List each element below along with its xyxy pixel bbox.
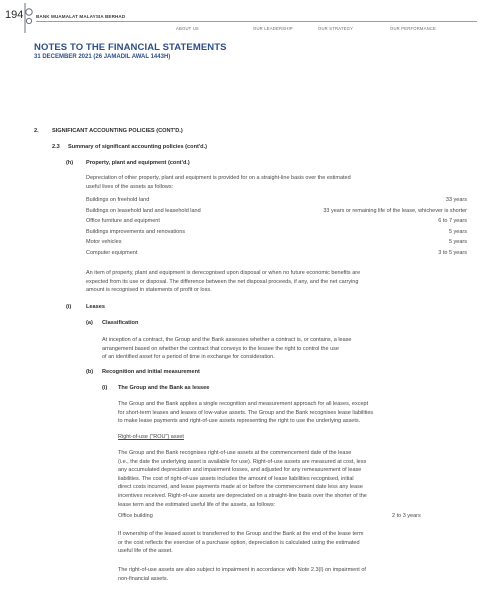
ownership-paragraph: If ownership of the leased asset is transferred to the Group and the Bank at the end of the lease term or the cost reflects the exercise of a purchase option, depreciation is calculated using the estimated useful life of the asset. <box>118 531 364 555</box>
item-b-i-title: The Group and the Bank as lessee <box>118 385 210 391</box>
item-i-number: (i) <box>66 304 72 310</box>
header-divider <box>36 21 477 22</box>
company-name: BANK MUAMALAT MALAYSIA BERHAD <box>36 14 126 19</box>
useful-lives-table <box>86 197 467 261</box>
table-row: Buildings improvements and renovations 5 years <box>86 228 467 235</box>
rou-asset-heading: Right-of-use ("ROU") asset <box>118 434 184 440</box>
item-a-number: (a) <box>86 320 93 326</box>
page-subtitle: 31 DECEMBER 2021 (26 JAMADIL AWAL 1443H) <box>34 54 171 60</box>
bank-logo-icon <box>22 3 34 33</box>
subsection-title: Summary of significant accounting policies (cont'd.) <box>68 144 208 150</box>
item-b-title: Recognition and initial measurement <box>102 369 200 375</box>
page-number: 194 <box>5 9 24 21</box>
table-row: Office furniture and equipment 6 to 7 years <box>86 218 467 225</box>
item-h-number: (h) <box>66 160 74 166</box>
item-i-title: Leases <box>86 304 105 310</box>
derecognition-paragraph: An item of property, plant and equipment is derecognised upon disposal or when no future economic benefits are expected from its use or disposal. The difference between the net disposal proceeds, if any, and the net carrying amount is recognised in statements of profit or loss. <box>86 270 361 294</box>
classification-paragraph: At inception of a contract, the Group and the Bank assesses whether a contract is, or contains, a lease arrangement based on whether the contract that conveys to the lessee the right to control the use of an identified asset for a period of time in exchange for consideration. <box>102 337 352 361</box>
depreciation-intro: Depreciation of other property, plant and equipment is provided for on a straight-line basis over the estimated useful lives of the assets as follows: <box>86 175 351 190</box>
section-number: 2. <box>34 128 39 134</box>
nav-our-leadership[interactable]: OUR LEADERSHIP <box>253 26 293 31</box>
nav-about-us[interactable]: ABOUT US <box>176 26 199 31</box>
item-h-title: Property, plant and equipment (cont'd.) <box>86 160 190 166</box>
nav-our-performance[interactable]: OUR PERFORMANCE <box>390 26 437 31</box>
office-building-life: 2 to 3 years <box>392 513 421 519</box>
item-a-title: Classification <box>102 320 139 326</box>
table-row: Buildings on freehold land 33 years <box>86 197 467 203</box>
page-title: NOTES TO THE FINANCIAL STATEMENTS <box>34 42 227 53</box>
lessee-paragraph: The Group and the Bank applies a single recognition and measurement approach for all leases, except for short-term leases and leases of low-value assets. The Group and the Bank recognises lease liabilities to make lease payments and right-of-use assets representing the right to use the underlying assets. <box>118 401 374 425</box>
item-b-number: (b) <box>86 369 94 375</box>
table-row: Buildings on leasehold land and leasehold land 33 years or remaining life of the lease, whichever is shorter <box>86 207 467 214</box>
rou-asset-paragraph: The Group and the Bank recognises right-of-use assets at the commencement date of the lease (i.e., the date the underlying asset is available for use). Right-of-use assets are measured at cost, less any accumulated depreciation and impairment losses, and adjusted for any remeasurement of lease liabilities. The cost of right-of-use assets includes the amount of lease liabilities recognised, initial direct costs incurred, and lease payments made at or before the commencement date less any lease incentives received. Right-of-use assets are depreciated on a straight-line basis over the shorter of the lease term and the estimated useful life of the assets, as follows: <box>118 450 367 508</box>
impairment-paragraph: The right-of-use assets are also subject to impairment in accordance with Note 2.3(l) on impairment of non-financial assets. <box>118 567 366 582</box>
table-row: Computer equipment 3 to 5 years <box>86 249 467 256</box>
nav-our-strategy[interactable]: OUR STRATEGY <box>318 26 354 31</box>
office-building-label: Office building <box>118 513 153 519</box>
subsection-number: 2.3 <box>52 144 60 150</box>
item-b-i-number: (i) <box>102 385 108 391</box>
section-title: SIGNIFICANT ACCOUNTING POLICIES (CONT'D.) <box>52 128 183 134</box>
table-row: Motor vehicles 5 years <box>86 239 467 246</box>
